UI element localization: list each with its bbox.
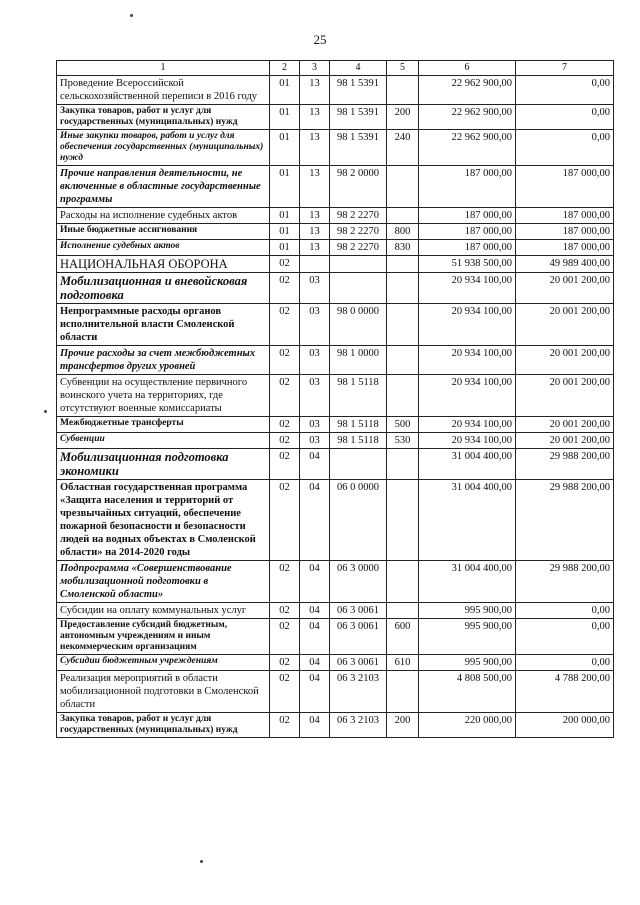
target-article-code: 98 0 0000 xyxy=(330,304,387,346)
subsection-code: 03 xyxy=(300,417,330,433)
amount-year-1: 22 962 900,00 xyxy=(419,105,516,130)
target-article-code xyxy=(330,449,387,480)
column-number: 7 xyxy=(516,61,614,76)
page-number: 25 xyxy=(313,32,327,47)
section-code: 02 xyxy=(270,619,300,655)
table-row xyxy=(57,619,614,655)
amount-year-1: 220 000,00 xyxy=(419,713,516,738)
target-article-code: 98 1 5391 xyxy=(330,105,387,130)
amount-year-2: 20 001 200,00 xyxy=(516,375,614,417)
subsection-code xyxy=(300,256,330,273)
target-article-code: 98 2 0000 xyxy=(330,166,387,208)
section-code: 02 xyxy=(270,304,300,346)
amount-year-2: 0,00 xyxy=(516,76,614,105)
column-number-row xyxy=(57,61,614,76)
target-article-code: 06 3 0061 xyxy=(330,619,387,655)
amount-year-1: 20 934 100,00 xyxy=(419,273,516,304)
section-code: 02 xyxy=(270,346,300,375)
section-code: 02 xyxy=(270,655,300,671)
expense-type-code xyxy=(387,166,419,208)
table-row xyxy=(57,346,614,375)
row-name: Закупка товаров, работ и услуг для государственных (муниципальных) нужд xyxy=(57,105,270,130)
subsection-code: 04 xyxy=(300,619,330,655)
expense-type-code: 800 xyxy=(387,224,419,240)
target-article-code: 98 2 2270 xyxy=(330,240,387,256)
target-article-code: 06 3 2103 xyxy=(330,671,387,713)
section-code: 01 xyxy=(270,224,300,240)
amount-year-2: 0,00 xyxy=(516,619,614,655)
amount-year-1: 995 900,00 xyxy=(419,655,516,671)
target-article-code: 98 1 5118 xyxy=(330,375,387,417)
row-name: Мобилизационная и вневойсковая подготовка xyxy=(57,273,270,304)
amount-year-2: 20 001 200,00 xyxy=(516,346,614,375)
expense-type-code xyxy=(387,273,419,304)
expense-type-code: 200 xyxy=(387,713,419,738)
target-article-code: 06 3 0061 xyxy=(330,603,387,619)
table-row xyxy=(57,256,614,273)
section-code: 01 xyxy=(270,166,300,208)
target-article-code xyxy=(330,273,387,304)
row-name: Расходы на исполнение судебных актов xyxy=(57,208,270,224)
section-code: 02 xyxy=(270,671,300,713)
row-name: Мобилизационная подготовка экономики xyxy=(57,449,270,480)
amount-year-2: 4 788 200,00 xyxy=(516,671,614,713)
target-article-code: 98 1 5118 xyxy=(330,433,387,449)
subsection-code: 13 xyxy=(300,105,330,130)
amount-year-1: 31 004 400,00 xyxy=(419,561,516,603)
amount-year-2: 29 988 200,00 xyxy=(516,561,614,603)
table-row xyxy=(57,561,614,603)
subsection-code: 04 xyxy=(300,603,330,619)
subsection-code: 13 xyxy=(300,166,330,208)
amount-year-2: 49 989 400,00 xyxy=(516,256,614,273)
row-name: Иные бюджетные ассигнования xyxy=(57,224,270,240)
column-number: 1 xyxy=(57,61,270,76)
row-name: Субвенции на осуществление первичного воинского учета на территориях, где отсутствуют военные комиссариаты xyxy=(57,375,270,417)
column-number: 3 xyxy=(300,61,330,76)
subsection-code: 04 xyxy=(300,449,330,480)
expense-type-code xyxy=(387,208,419,224)
expense-type-code xyxy=(387,76,419,105)
amount-year-1: 20 934 100,00 xyxy=(419,375,516,417)
column-number: 5 xyxy=(387,61,419,76)
amount-year-2: 0,00 xyxy=(516,105,614,130)
amount-year-1: 20 934 100,00 xyxy=(419,417,516,433)
row-name: Непрограммные расходы органов исполнительной власти Смоленской области xyxy=(57,304,270,346)
row-name: Субвенции xyxy=(57,433,270,449)
subsection-code: 04 xyxy=(300,671,330,713)
row-name: НАЦИОНАЛЬНАЯ ОБОРОНА xyxy=(57,256,270,273)
target-article-code: 06 3 2103 xyxy=(330,713,387,738)
target-article-code: 98 2 2270 xyxy=(330,224,387,240)
row-name: Областная государственная программа «Защита населения и территорий от чрезвычайных ситуаций, обеспечение пожарной безопасности и безопасности людей на водных объектах в Смоленской области» на 2014-2020 годы xyxy=(57,480,270,561)
target-article-code: 06 3 0061 xyxy=(330,655,387,671)
table-row xyxy=(57,449,614,480)
amount-year-1: 31 004 400,00 xyxy=(419,480,516,561)
expense-type-code xyxy=(387,375,419,417)
table-row xyxy=(57,208,614,224)
table-row xyxy=(57,375,614,417)
amount-year-2: 187 000,00 xyxy=(516,240,614,256)
subsection-code: 13 xyxy=(300,130,330,166)
table-row xyxy=(57,224,614,240)
expense-type-code: 500 xyxy=(387,417,419,433)
column-number: 6 xyxy=(419,61,516,76)
table-row xyxy=(57,166,614,208)
section-code: 02 xyxy=(270,375,300,417)
table-row xyxy=(57,304,614,346)
table-row xyxy=(57,655,614,671)
expense-type-code xyxy=(387,449,419,480)
expense-type-code: 200 xyxy=(387,105,419,130)
subsection-code: 04 xyxy=(300,655,330,671)
amount-year-1: 4 808 500,00 xyxy=(419,671,516,713)
expense-type-code: 240 xyxy=(387,130,419,166)
amount-year-1: 187 000,00 xyxy=(419,240,516,256)
amount-year-2: 20 001 200,00 xyxy=(516,304,614,346)
expense-type-code: 600 xyxy=(387,619,419,655)
row-name: Прочие расходы за счет межбюджетных трансфертов других уровней xyxy=(57,346,270,375)
amount-year-1: 995 900,00 xyxy=(419,619,516,655)
expense-type-code xyxy=(387,256,419,273)
expense-type-code xyxy=(387,304,419,346)
section-code: 02 xyxy=(270,256,300,273)
amount-year-1: 187 000,00 xyxy=(419,224,516,240)
amount-year-1: 20 934 100,00 xyxy=(419,346,516,375)
row-name: Межбюджетные трансферты xyxy=(57,417,270,433)
subsection-code: 13 xyxy=(300,224,330,240)
subsection-code: 03 xyxy=(300,304,330,346)
scan-speck xyxy=(200,860,203,863)
expense-type-code xyxy=(387,561,419,603)
expense-type-code xyxy=(387,671,419,713)
amount-year-2: 20 001 200,00 xyxy=(516,273,614,304)
amount-year-2: 20 001 200,00 xyxy=(516,433,614,449)
subsection-code: 13 xyxy=(300,208,330,224)
table-row xyxy=(57,105,614,130)
target-article-code xyxy=(330,256,387,273)
subsection-code: 04 xyxy=(300,480,330,561)
amount-year-2: 0,00 xyxy=(516,603,614,619)
subsection-code: 03 xyxy=(300,346,330,375)
amount-year-1: 22 962 900,00 xyxy=(419,130,516,166)
amount-year-1: 187 000,00 xyxy=(419,208,516,224)
row-name: Подпрограмма «Совершенствование мобилизационной подготовки в Смоленской области» xyxy=(57,561,270,603)
column-number: 4 xyxy=(330,61,387,76)
section-code: 01 xyxy=(270,130,300,166)
subsection-code: 03 xyxy=(300,433,330,449)
amount-year-2: 29 988 200,00 xyxy=(516,449,614,480)
subsection-code: 04 xyxy=(300,713,330,738)
amount-year-1: 995 900,00 xyxy=(419,603,516,619)
expense-type-code: 610 xyxy=(387,655,419,671)
row-name: Предоставление субсидий бюджетным, автономным учреждениям и иным некоммерческим организациям xyxy=(57,619,270,655)
budget-table xyxy=(56,60,614,738)
table-row xyxy=(57,417,614,433)
amount-year-2: 20 001 200,00 xyxy=(516,417,614,433)
row-name: Иные закупки товаров, работ и услуг для обеспечения государственных (муниципальных) нужд xyxy=(57,130,270,166)
section-code: 02 xyxy=(270,713,300,738)
target-article-code: 98 1 5118 xyxy=(330,417,387,433)
target-article-code: 06 3 0000 xyxy=(330,561,387,603)
column-number: 2 xyxy=(270,61,300,76)
section-code: 01 xyxy=(270,76,300,105)
expense-type-code xyxy=(387,346,419,375)
target-article-code: 98 1 5391 xyxy=(330,76,387,105)
amount-year-1: 31 004 400,00 xyxy=(419,449,516,480)
subsection-code: 03 xyxy=(300,375,330,417)
table-row xyxy=(57,480,614,561)
table-row xyxy=(57,713,614,738)
subsection-code: 03 xyxy=(300,273,330,304)
section-code: 02 xyxy=(270,417,300,433)
row-name: Прочие направления деятельности, не включенные в областные государственные программы xyxy=(57,166,270,208)
amount-year-1: 51 938 500,00 xyxy=(419,256,516,273)
amount-year-2: 187 000,00 xyxy=(516,166,614,208)
scan-speck xyxy=(44,410,47,413)
table-row xyxy=(57,273,614,304)
target-article-code: 06 0 0000 xyxy=(330,480,387,561)
amount-year-2: 187 000,00 xyxy=(516,208,614,224)
amount-year-1: 20 934 100,00 xyxy=(419,433,516,449)
amount-year-2: 29 988 200,00 xyxy=(516,480,614,561)
row-name: Субсидии бюджетным учреждениям xyxy=(57,655,270,671)
amount-year-1: 22 962 900,00 xyxy=(419,76,516,105)
expense-type-code xyxy=(387,480,419,561)
expense-type-code xyxy=(387,603,419,619)
row-name: Субсидии на оплату коммунальных услуг xyxy=(57,603,270,619)
section-code: 02 xyxy=(270,433,300,449)
amount-year-1: 187 000,00 xyxy=(419,166,516,208)
amount-year-2: 0,00 xyxy=(516,655,614,671)
amount-year-2: 0,00 xyxy=(516,130,614,166)
target-article-code: 98 1 5391 xyxy=(330,130,387,166)
section-code: 02 xyxy=(270,603,300,619)
amount-year-2: 200 000,00 xyxy=(516,713,614,738)
scan-speck xyxy=(130,14,133,17)
amount-year-2: 187 000,00 xyxy=(516,224,614,240)
subsection-code: 04 xyxy=(300,561,330,603)
section-code: 01 xyxy=(270,105,300,130)
table-row xyxy=(57,433,614,449)
row-name: Проведение Всероссийской сельскохозяйственной переписи в 2016 году xyxy=(57,76,270,105)
subsection-code: 13 xyxy=(300,240,330,256)
table-row xyxy=(57,76,614,105)
table-row xyxy=(57,240,614,256)
amount-year-1: 20 934 100,00 xyxy=(419,304,516,346)
target-article-code: 98 2 2270 xyxy=(330,208,387,224)
section-code: 02 xyxy=(270,273,300,304)
section-code: 02 xyxy=(270,480,300,561)
table-row xyxy=(57,671,614,713)
subsection-code: 13 xyxy=(300,76,330,105)
expense-type-code: 530 xyxy=(387,433,419,449)
row-name: Исполнение судебных актов xyxy=(57,240,270,256)
table-row xyxy=(57,130,614,166)
section-code: 02 xyxy=(270,449,300,480)
row-name: Закупка товаров, работ и услуг для государственных (муниципальных) нужд xyxy=(57,713,270,738)
row-name: Реализация мероприятий в области мобилизационной подготовки в Смоленской области xyxy=(57,671,270,713)
section-code: 01 xyxy=(270,240,300,256)
expense-type-code: 830 xyxy=(387,240,419,256)
section-code: 02 xyxy=(270,561,300,603)
target-article-code: 98 1 0000 xyxy=(330,346,387,375)
section-code: 01 xyxy=(270,208,300,224)
table-row xyxy=(57,603,614,619)
